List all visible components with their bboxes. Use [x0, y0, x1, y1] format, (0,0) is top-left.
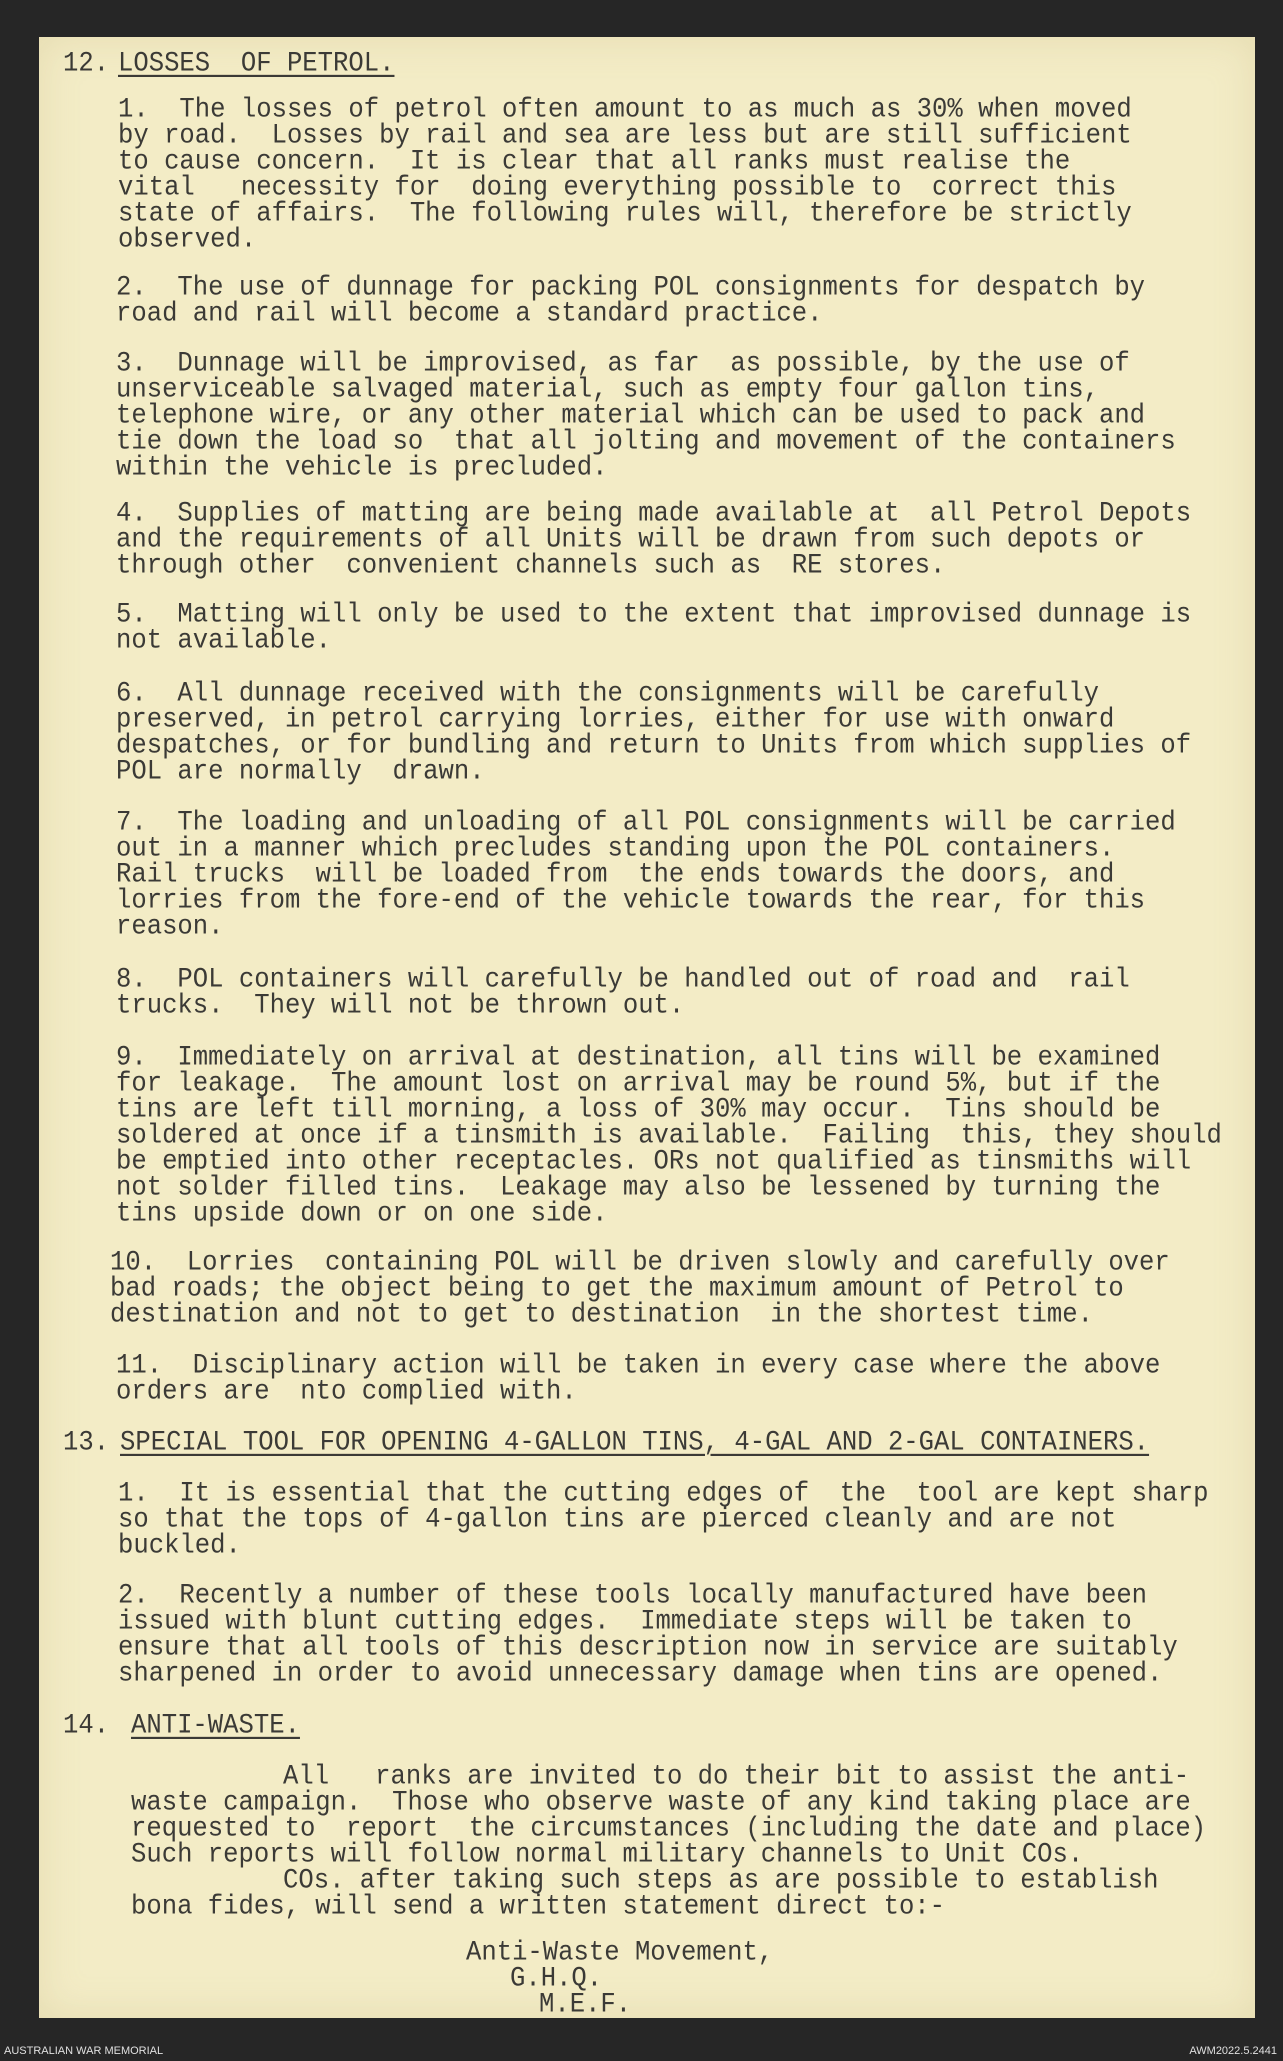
- paragraph-line: requested to report the circumstances (including the date and place): [131, 1812, 1207, 1845]
- paragraph-line: and the requirements of all Units will be drawn from such depots or: [116, 523, 1146, 556]
- paragraph-line: to cause concern. It is clear that all ranks must realise the: [118, 145, 1071, 178]
- paragraph-line: M.E.F.: [539, 1988, 632, 2021]
- section-heading: LOSSES OF PETROL.: [118, 47, 395, 80]
- paragraph-line: unserviceable salvaged material, such as empty four gallon tins,: [116, 373, 1099, 406]
- paragraph-line: within the vehicle is precluded.: [116, 451, 608, 484]
- paragraph-line: All ranks are invited to do their bit to assist the anti-: [283, 1760, 1190, 1793]
- paragraph-line: tins are left till morning, a loss of 30% may occur. Tins should be: [116, 1093, 1161, 1126]
- paragraph-line: trucks. They will not be thrown out.: [116, 989, 685, 1022]
- paragraph-line: tie down the load so that all jolting and movement of the containers: [116, 425, 1176, 458]
- paragraph-line: 6. All dunnage received with the consignments will be carefully: [116, 677, 1099, 710]
- paragraph-line: sharpened in order to avoid unnecessary damage when tins are opened.: [118, 1657, 1163, 1690]
- footer-institution: AUSTRALIAN WAR MEMORIAL: [4, 2045, 164, 2057]
- paragraph-line: bona fides, will send a written statement direct to:-: [131, 1890, 946, 1923]
- paragraph-line: 11. Disciplinary action will be taken in every case where the above: [116, 1349, 1161, 1382]
- paragraph-line: 3. Dunnage will be improvised, as far as possible, by the use of: [116, 347, 1130, 380]
- paragraph-line: so that the tops of 4-gallon tins are pierced cleanly and are not: [118, 1503, 1117, 1536]
- paragraph-line: 2. The use of dunnage for packing POL consignments for despatch by: [116, 271, 1146, 304]
- paragraph-line: lorries from the fore-end of the vehicle towards the rear, for this: [116, 884, 1146, 917]
- paragraph-line: bad roads; the object being to get the maximum amount of Petrol to: [110, 1272, 1124, 1305]
- paragraph-line: 1. The losses of petrol often amount to as much as 30% when moved: [118, 93, 1132, 126]
- paragraph-line: issued with blunt cutting edges. Immediate steps will be taken to: [118, 1605, 1132, 1638]
- paragraph-line: waste campaign. Those who observe waste of any kind taking place are: [131, 1786, 1191, 1819]
- paragraph-line: out in a manner which precludes standing upon the POL containers.: [116, 832, 1115, 865]
- paragraph-line: 5. Matting will only be used to the extent that improvised dunnage is: [116, 598, 1192, 631]
- paragraph-line: soldered at once if a tinsmith is available. Failing this, they should: [116, 1119, 1222, 1152]
- paragraph-line: reason.: [116, 910, 224, 943]
- paragraph-line: despatches, or for bundling and return to Units from which supplies of: [116, 729, 1192, 762]
- paragraph-line: Rail trucks will be loaded from the ends towards the doors, and: [116, 858, 1115, 891]
- paragraph-line: ensure that all tools of this description now in service are suitably: [118, 1631, 1178, 1664]
- paragraph-line: tins upside down or on one side.: [116, 1197, 608, 1230]
- paragraph-line: COs. after taking such steps as are possible to establish: [283, 1864, 1159, 1897]
- paragraph-line: vital necessity for doing everything possible to correct this: [118, 171, 1117, 204]
- paragraph-line: state of affairs. The following rules will, therefore be strictly: [118, 197, 1132, 230]
- section-number: 12.: [63, 47, 110, 80]
- section-heading: SPECIAL TOOL FOR OPENING 4-GALLON TINS, 4-GAL AND 2-GAL CONTAINERS.: [120, 1426, 1150, 1459]
- section-number: 13.: [63, 1426, 110, 1459]
- paragraph-line: by road. Losses by rail and sea are less but are still sufficient: [118, 119, 1132, 152]
- paragraph-line: Such reports will follow normal military channels to Unit COs.: [131, 1838, 1084, 1871]
- paragraph-line: 10. Lorries containing POL will be driven slowly and carefully over: [110, 1246, 1170, 1279]
- paragraph-line: 9. Immediately on arrival at destination, all tins will be examined: [116, 1041, 1161, 1074]
- paragraph-line: for leakage. The amount lost on arrival may be round 5%, but if the: [116, 1067, 1161, 1100]
- paragraph-line: preserved, in petrol carrying lorries, either for use with onward: [116, 703, 1115, 736]
- section-number: 14.: [63, 1709, 110, 1742]
- paragraph-line: not available.: [116, 624, 332, 657]
- paragraph-line: Anti-Waste Movement,: [466, 1936, 774, 1969]
- paragraph-line: G.H.Q.: [510, 1962, 603, 1995]
- paragraph-line: not solder filled tins. Leakage may also be lessened by turning the: [116, 1171, 1161, 1204]
- section-heading: ANTI-WASTE.: [131, 1709, 300, 1742]
- paragraph-line: 8. POL containers will carefully be handled out of road and rail: [116, 963, 1130, 996]
- paragraph-line: 2. Recently a number of these tools locally manufactured have been: [118, 1579, 1148, 1612]
- paragraph-line: buckled.: [118, 1529, 241, 1562]
- paragraph-line: through other convenient channels such as RE stores.: [116, 549, 946, 582]
- paragraph-line: telephone wire, or any other material which can be used to pack and: [116, 399, 1146, 432]
- paragraph-line: 1. It is essential that the cutting edges of the tool are kept sharp: [118, 1477, 1209, 1510]
- paragraph-line: road and rail will become a standard practice.: [116, 297, 823, 330]
- paragraph-line: orders are nto complied with.: [116, 1375, 577, 1408]
- paragraph-line: be emptied into other receptacles. ORs not qualified as tinsmiths will: [116, 1145, 1192, 1178]
- footer-accession-number: AWM2022.5.2441: [1189, 2045, 1277, 2057]
- paragraph-line: destination and not to get to destination in the shortest time.: [110, 1298, 1093, 1331]
- paragraph-line: 4. Supplies of matting are being made available at all Petrol Depots: [116, 497, 1192, 530]
- paragraph-line: POL are normally drawn.: [116, 755, 485, 788]
- paragraph-line: observed.: [118, 223, 257, 256]
- paragraph-line: 7. The loading and unloading of all POL consignments will be carried: [116, 806, 1176, 839]
